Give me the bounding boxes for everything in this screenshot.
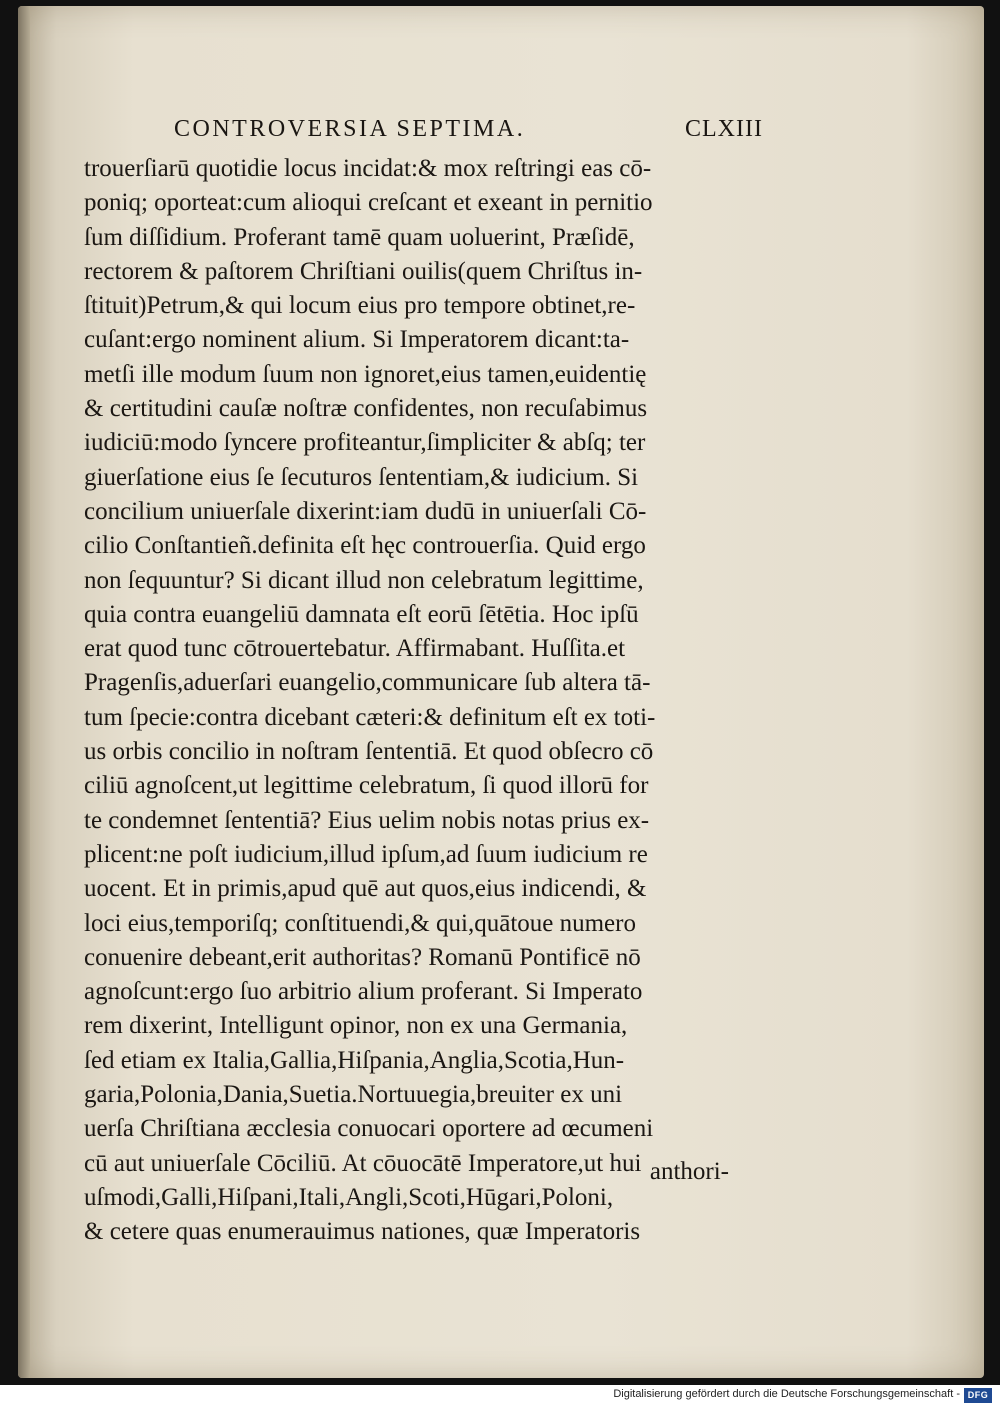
page-gutter-edge: [18, 6, 30, 1378]
text-line: loci eius,temporiſq; conſtituendi,& qui,quātoue numero: [84, 909, 636, 937]
running-title: CONTROVERSIA SEPTIMA.: [174, 116, 526, 142]
text-line: quia contra euangeliū damnata eſt eorū ſētētia. Hoc ipſū: [84, 600, 639, 628]
text-line: erat quod tunc cōtrouertebatur. Affirmabant. Huſſita.et: [84, 635, 626, 663]
text-line: conuenire debeant,erit authoritas? Romanū Pontificē nō: [84, 943, 641, 971]
text-line: poniq; oporteat:cum alioqui creſcant et exeant in pernitio: [84, 189, 653, 217]
funding-credit: Digitalisierung gefördert durch die Deutsche Forschungsgemeinschaft -: [613, 1388, 960, 1400]
text-line: giuerſatione eius ſe ſecuturos ſententiam,& iudicium. Si: [84, 463, 639, 491]
text-line: plicent:ne poſt iudicium,illud ipſum,ad ſuum iudicium re: [84, 840, 648, 868]
text-line: metſi ille modum ſuum non ignoret,eius tamen,euidentię: [84, 360, 647, 388]
text-line: & certitudini cauſæ noſtræ confidentes, non recuſabimus: [84, 395, 648, 423]
text-line: cilio Conſtantieñ.definita eſt hęc controuerſia. Quid ergo: [84, 532, 646, 560]
body-text: [84, 152, 764, 1250]
text-line: ciliū agnoſcent,ut legittime celebratum, ſi quod illorū for: [84, 772, 649, 800]
text-line: agnoſcunt:ergo ſuo arbitrio alium proferant. Si Imperato: [84, 978, 643, 1006]
digitization-footer: [0, 1385, 1000, 1407]
text-line: cū aut uniuerſale Cōciliū. At cōuocātē Imperatore,ut hui: [84, 1149, 642, 1177]
dfg-logo: DFG: [964, 1388, 992, 1403]
text-line: rectorem & paſtorem Chriſtiani ouilis(quem Chriſtus in-: [84, 257, 643, 285]
text-line: cuſant:ergo nominent alium. Si Imperatorem dicant:ta-: [84, 326, 630, 354]
folio-number: CLXIII: [685, 116, 763, 142]
text-line: & cetere quas enumerauimus nationes, quæ Imperatoris: [84, 1218, 641, 1246]
text-line: us orbis concilio in noſtram ſententiā. Et quod obſecro cō: [84, 738, 654, 766]
text-line: trouerſiarū quotidie locus incidat:& mox reſtringi eas cō-: [84, 155, 652, 182]
text-line: rem dixerint, Intelligunt opinor, non ex una Germania,: [84, 1012, 628, 1040]
text-line: te condemnet ſententiā? Eius uelim nobis notas prius ex-: [84, 806, 650, 834]
book-page: [18, 6, 984, 1378]
catchword: anthori-: [649, 1158, 729, 1185]
page-header: [158, 112, 763, 148]
text-line: tum ſpecie:contra dicebant cæteri:& definitum eſt ex toti-: [84, 703, 656, 731]
text-line: iudiciū:modo ſyncere profiteantur,ſimpliciter & abſq; ter: [84, 429, 646, 457]
text-line: non ſequuntur? Si dicant illud non celebratum legittime,: [84, 566, 644, 594]
text-line: uocent. Et in primis,apud quē aut quos,eius indicendi, &: [84, 875, 647, 903]
text-line: concilium uniuerſale dixerint:iam dudū in uniuerſali Cō-: [84, 497, 647, 525]
text-line: ſed etiam ex Italia,Gallia,Hiſpania,Anglia,Scotia,Hun-: [84, 1046, 625, 1074]
text-line: ſum diſſidium. Proferant tamē quam uoluerint, Præſidē,: [84, 223, 635, 251]
text-line: ſtituit)Petrum,& qui locum eius pro tempore obtinet,re-: [84, 292, 636, 320]
text-line: Pragenſis,aduerſari euangelio,communicare ſub altera tā-: [84, 669, 651, 697]
text-line: uſmodi,Galli,Hiſpani,Itali,Angli,Scoti,Hūgari,Poloni,: [84, 1183, 614, 1211]
text-line: garia,Polonia,Dania,Suetia.Nortuuegia,breuiter ex uni: [84, 1081, 623, 1109]
text-line: uerſa Chriſtiana æcclesia conuocari oportere ad œcumeni: [84, 1115, 654, 1143]
